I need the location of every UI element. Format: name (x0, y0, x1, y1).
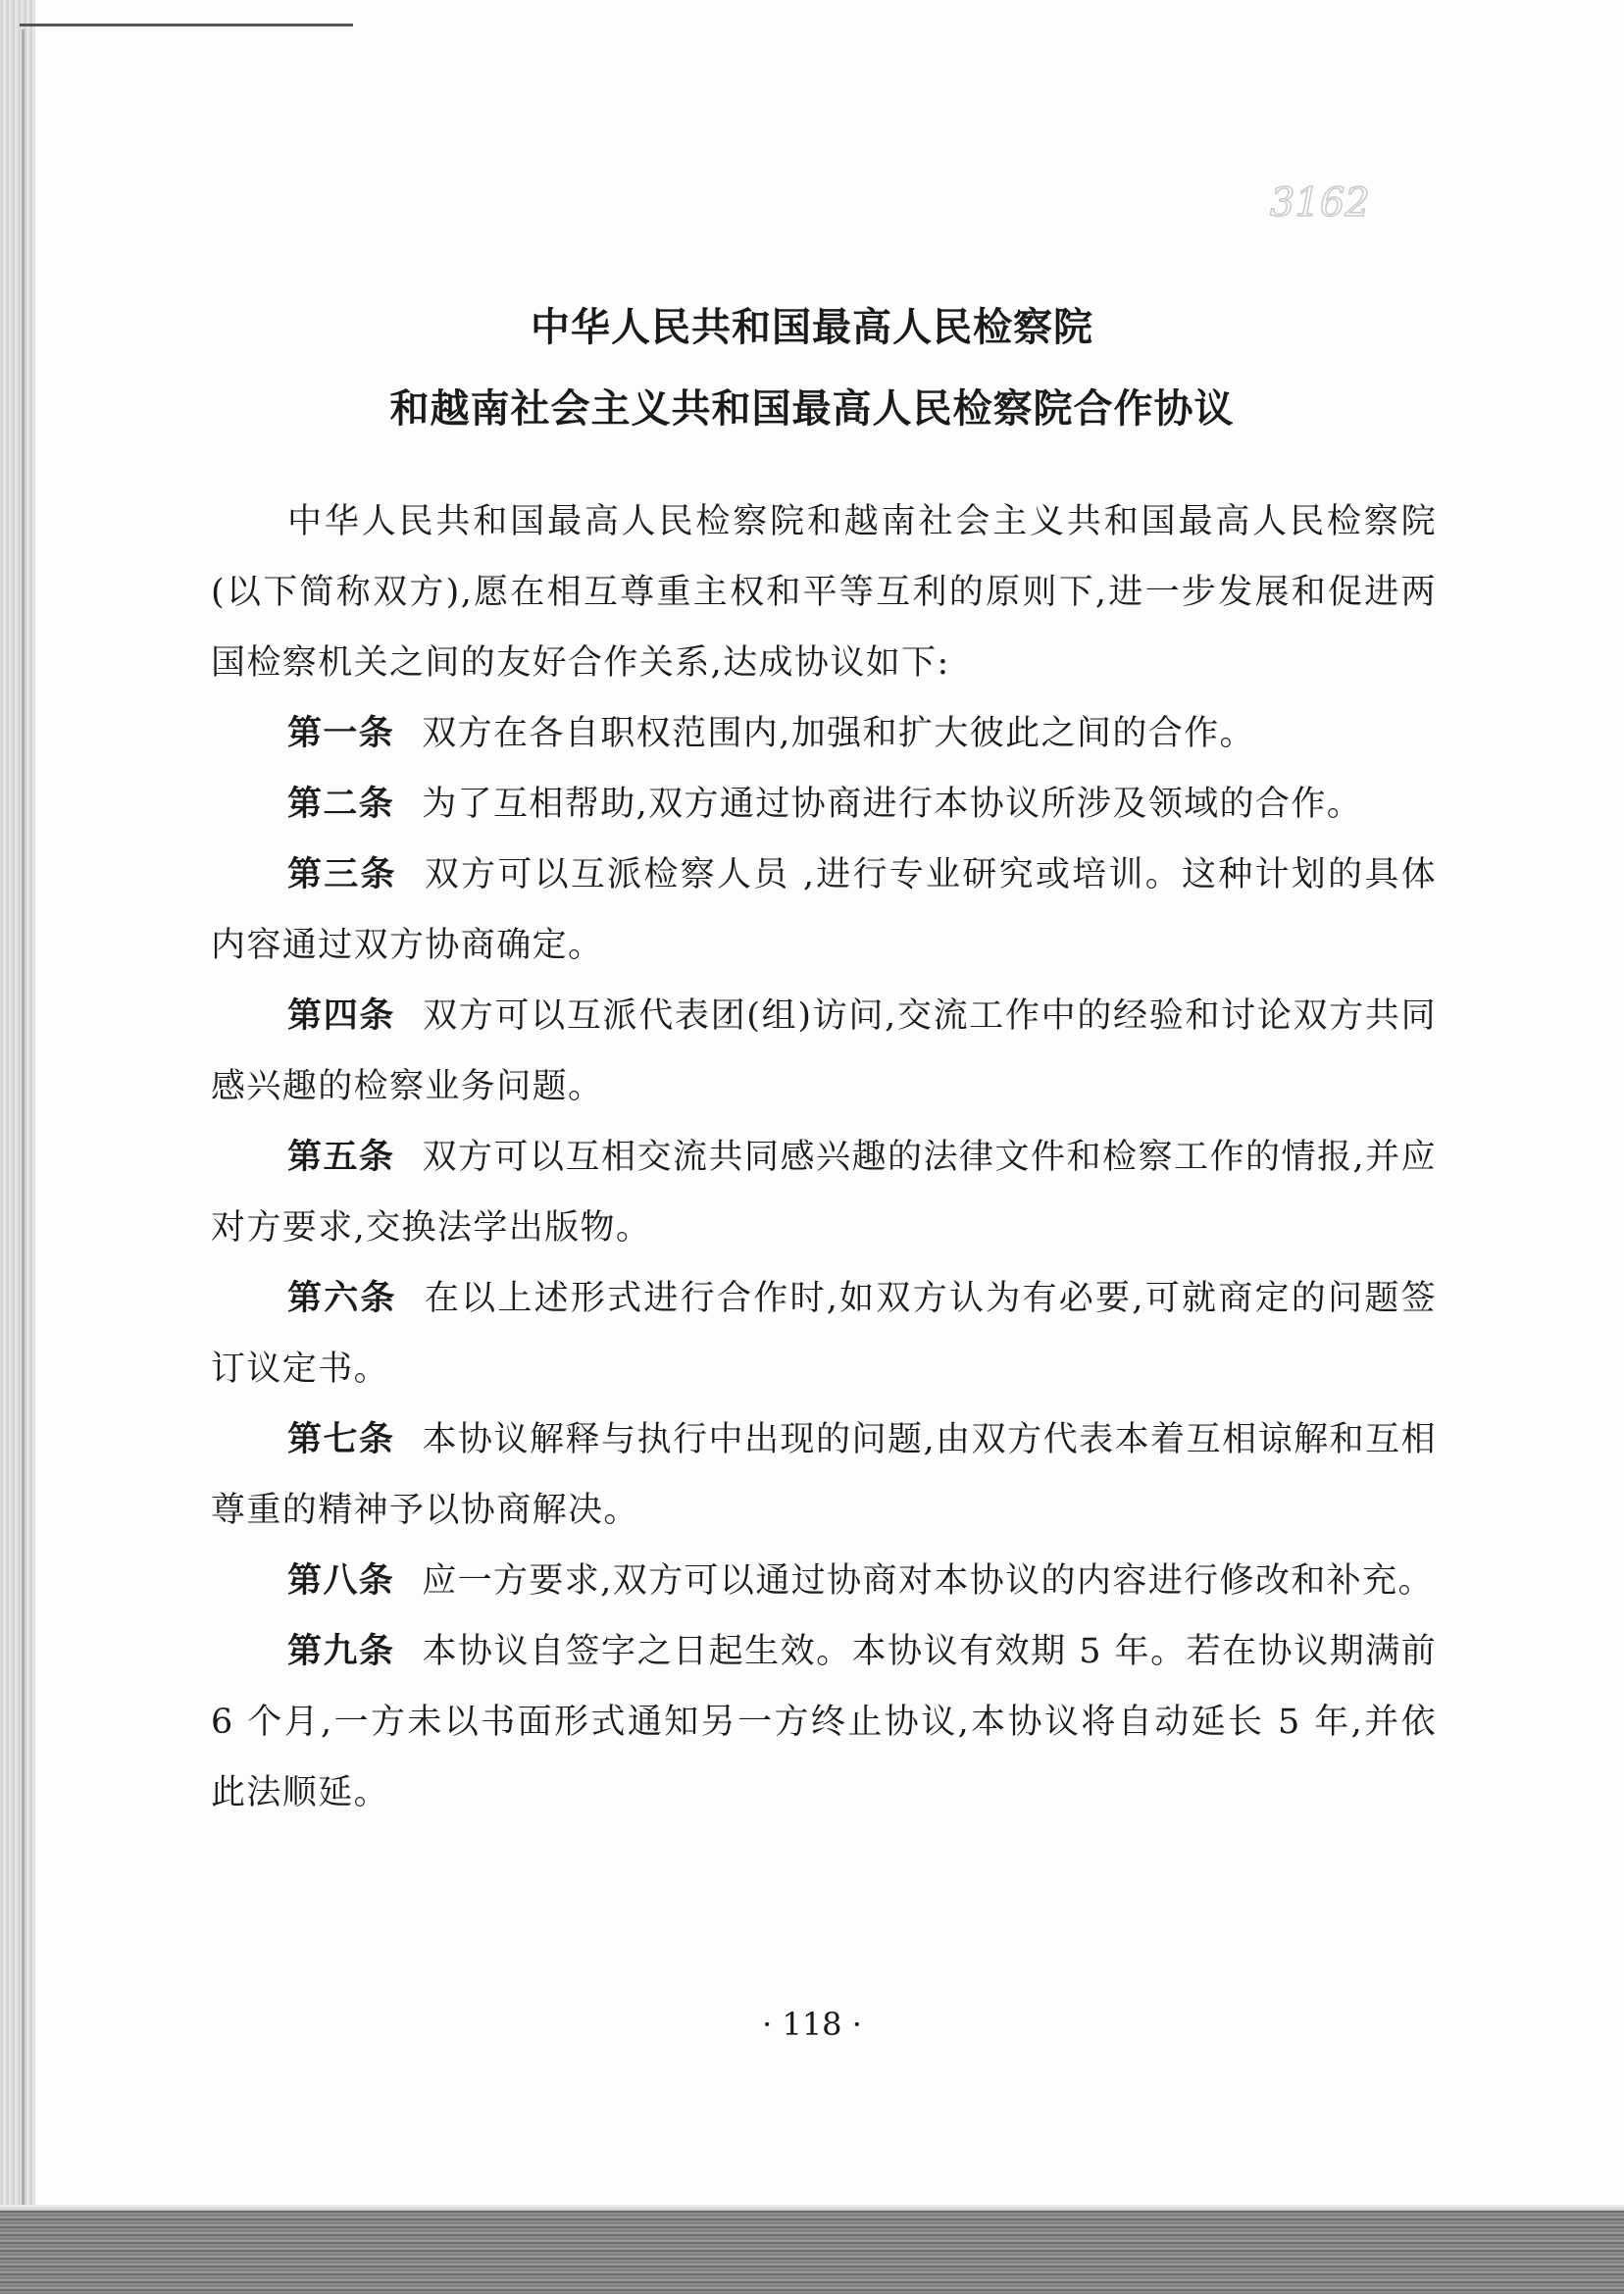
article-text: 双方在各自职权范围内,加强和扩大彼此之间的合作。 (422, 714, 1255, 753)
article-label: 第九条 (287, 1632, 395, 1671)
article-text: 双方可以互派检察人员 ,进行专业研究或培训。这种计划的具体内容通过双方协商确定。 (211, 855, 1437, 965)
article-label: 第四条 (287, 996, 396, 1036)
article-label: 第六条 (287, 1279, 397, 1318)
scan-top-edge (20, 24, 353, 26)
article-7 (211, 1404, 1437, 1546)
article-text: 双方可以互派代表团(组)访问,交流工作中的经验和讨论双方共同感兴趣的检察业务问题。 (211, 996, 1437, 1106)
article-4 (211, 981, 1437, 1122)
article-9 (211, 1616, 1437, 1828)
article-label: 第七条 (287, 1420, 395, 1459)
article-label: 第八条 (287, 1561, 395, 1601)
handwritten-mark (1265, 172, 1383, 230)
title-line-2: 和越南社会主义共和国最高人民检察院合作协议 (389, 386, 1235, 432)
article-6 (211, 1263, 1437, 1404)
article-5 (211, 1122, 1437, 1263)
article-3 (211, 840, 1437, 981)
article-2 (211, 769, 1437, 840)
scan-bottom-edge (0, 2211, 1624, 2294)
article-label: 第一条 (287, 714, 395, 753)
article-1 (211, 698, 1437, 769)
scan-left-line (22, 29, 25, 2217)
article-label: 第二条 (287, 785, 395, 824)
article-text: 本协议解释与执行中出现的问题,由双方代表本着互相谅解和互相尊重的精神予以协商解决。 (211, 1420, 1437, 1530)
article-label: 第五条 (287, 1138, 395, 1177)
article-text: 本协议自签字之日起生效。本协议有效期 5 年。若在协议期满前 6 个月,一方未以书面形式通知另一方终止协议,本协议将自动延长 5 年,并依此法顺延。 (211, 1632, 1438, 1812)
article-label: 第三条 (287, 855, 397, 894)
article-text: 为了互相帮助,双方通过协商进行本协议所涉及领域的合作。 (422, 785, 1363, 824)
svg-text:3162: 3162 (1270, 180, 1370, 226)
page-number: · 118 · (762, 2006, 862, 2043)
article-text: 在以上述形式进行合作时,如双方认为有必要,可就商定的问题签订议定书。 (211, 1279, 1437, 1389)
article-text: 应一方要求,双方可以通过协商对本协议的内容进行修改和补充。 (422, 1561, 1434, 1601)
article-text: 双方可以互相交流共同感兴趣的法律文件和检察工作的情报,并应对方要求,交换法学出版物。 (211, 1138, 1437, 1248)
title-line-1: 中华人民共和国最高人民检察院 (531, 305, 1093, 350)
intro-paragraph: 中华人民共和国最高人民检察院和越南社会主义共和国最高人民检察院(以下简称双方),愿在相互尊重主权和平等互利的原则下,进一步发展和促进两国检察机关之间的友好合作关系,达成协议如下: (211, 502, 1437, 683)
agreement-body (211, 486, 1437, 1828)
article-8 (211, 1546, 1437, 1616)
